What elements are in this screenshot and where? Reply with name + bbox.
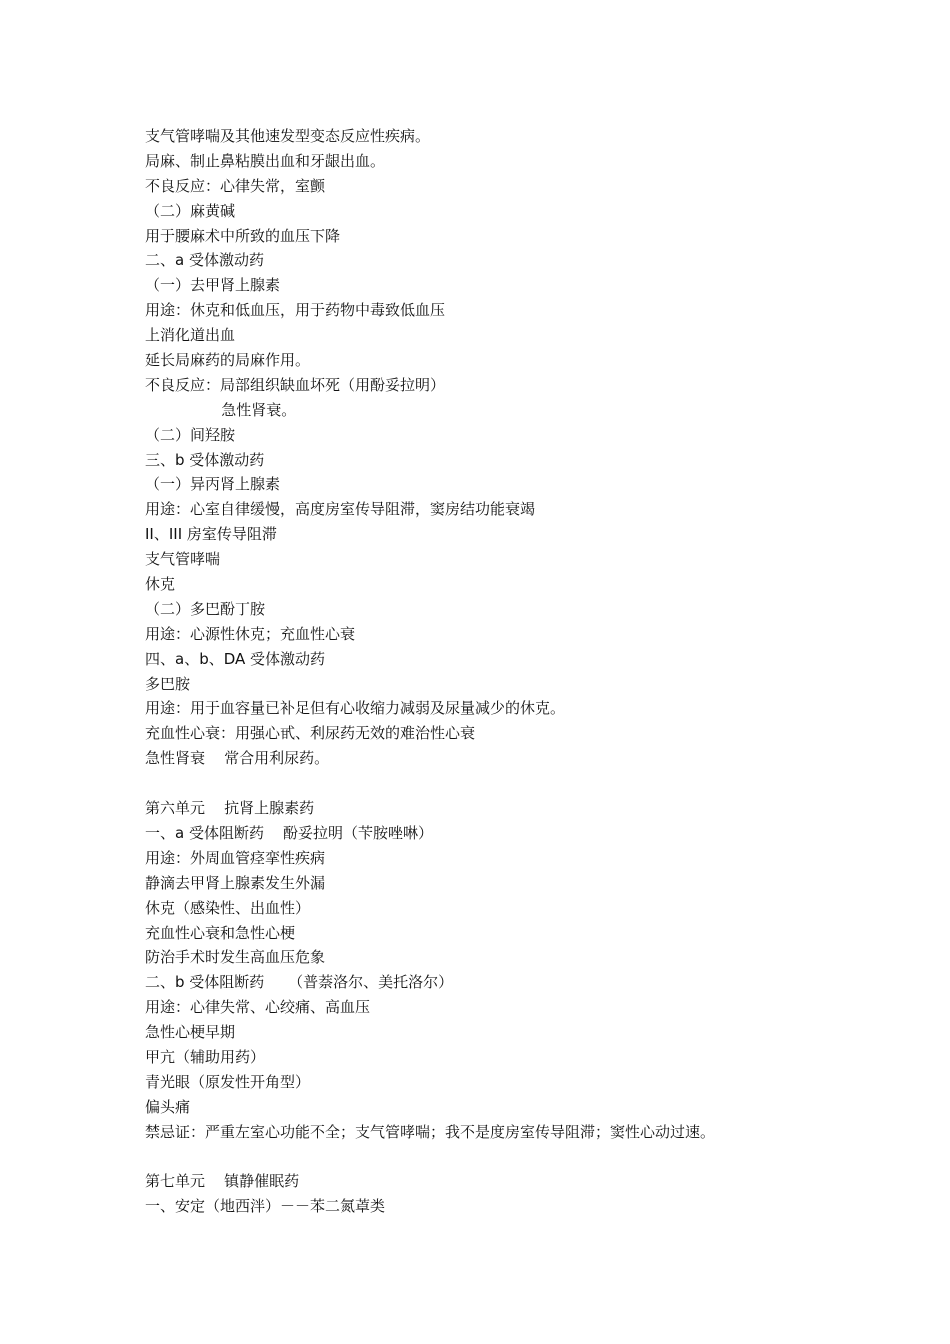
section-heading: （二）麻黄碱	[145, 201, 236, 220]
section-heading: 二、a 受体激动药	[145, 251, 264, 270]
blank-line	[145, 1145, 905, 1170]
text-line: 上消化道出血	[145, 326, 236, 345]
text-line: 用途：休克和低血压，用于药物中毒致低血压	[145, 301, 446, 320]
text-line: 急性肾衰 常合用利尿药。	[145, 749, 330, 768]
section-heading: （二）间羟胺	[145, 425, 236, 444]
text-line: 不良反应：心律失常，室颤	[145, 176, 326, 195]
text-line: 休克（感染性、出血性）	[145, 898, 311, 917]
text-line: 局麻、制止鼻粘膜出血和牙龈出血。	[145, 151, 386, 170]
text-line: 多巴胺	[145, 674, 191, 693]
section-heading: 三、b 受体激动药	[145, 450, 265, 469]
document-body	[145, 124, 905, 1219]
text-line: 支气管哮喘	[145, 550, 221, 569]
section-heading: （二）多巴酚丁胺	[145, 599, 266, 618]
text-line: 甲亢（辅助用药）	[145, 1047, 266, 1066]
text-line: 防治手术时发生高血压危象	[145, 948, 326, 967]
unit-heading: 第七单元 镇静催眠药	[145, 1172, 300, 1191]
text-line: 急性心梗早期	[145, 1023, 236, 1042]
text-line: 不良反应：局部组织缺血坏死（用酚妥拉明）	[145, 375, 446, 394]
text-line: II、III 房室传导阻滞	[145, 525, 277, 544]
text-line: 青光眼（原发性开角型）	[145, 1072, 311, 1091]
text-line: 延长局麻药的局麻作用。	[145, 351, 311, 370]
text-line: 禁忌证：严重左室心功能不全；支气管哮喘；我不是度房室传导阻滞；窦性心动过速。	[145, 1122, 716, 1141]
section-heading: 一、a 受体阻断药 酚妥拉明（苄胺唑啉）	[145, 823, 434, 842]
text-line: 静滴去甲肾上腺素发生外漏	[145, 873, 326, 892]
text-line: 用于腰麻术中所致的血压下降	[145, 226, 341, 245]
blank-line	[145, 771, 905, 796]
text-line: 用途：用于血容量已补足但有心收缩力减弱及尿量减少的休克。	[145, 699, 566, 718]
text-line: 充血性心衰：用强心甙、利尿药无效的难治性心衰	[145, 724, 476, 743]
section-heading: 一、安定（地西泮）－－苯二氮䓬类	[145, 1197, 386, 1216]
text-line: 充血性心衰和急性心梗	[145, 923, 296, 942]
text-line: 用途：心室自律缓慢，高度房室传导阻滞，窦房结功能衰竭	[145, 500, 536, 519]
text-line: 用途：心律失常、心绞痛、高血压	[145, 998, 371, 1017]
text-line: 偏头痛	[145, 1097, 191, 1116]
unit-heading: 第六单元 抗肾上腺素药	[145, 799, 315, 818]
text-line: 用途：外周血管痉挛性疾病	[145, 848, 326, 867]
section-heading: 四、a、b、DA 受体激动药	[145, 649, 326, 668]
text-line: 支气管哮喘及其他速发型变态反应性疾病。	[145, 127, 431, 145]
text-line: 用途：心源性休克；充血性心衰	[145, 624, 356, 643]
section-heading: 二、b 受体阻断药 （普萘洛尔、美托洛尔）	[145, 973, 454, 992]
text-line: 休克	[145, 575, 176, 594]
text-line: 急性肾衰。	[145, 400, 297, 419]
section-heading: （一）异丙肾上腺素	[145, 475, 281, 494]
section-heading: （一）去甲肾上腺素	[145, 276, 281, 295]
